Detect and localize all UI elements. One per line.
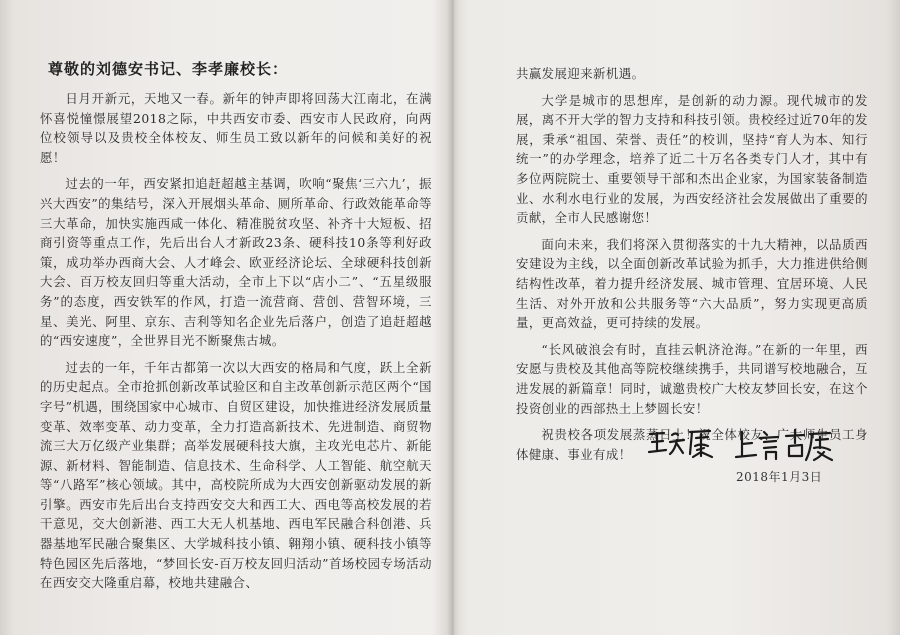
salutation: 尊敬的刘德安书记、李孝廉校长： [48, 60, 289, 78]
paragraph-university-role: 大学是城市的思想库，是创新的动力源。现代城市的发展，离不开大学的智力支持和科技引领。贵校经过近70年的发展，秉承“祖国、荣誉、责任”的校训，坚持“育人为本、知行统一”的办学理念，培养了近二十万名各类专门人才，其中有多位两院院士、重要领导干部和杰出企业家，为国家装备制造业、水利水电行业的发展，为西安经济社会发展做出了重要的贡献，全市人民感谢您！ [516, 92, 868, 226]
paragraph-invitation: “长风破浪会有时，直挂云帆济沧海。”在新的一年里，西安愿与贵校及其他高等院校继续携手，共同谱写校地融合，互进发展的新篇章！同时，诚邀贵校广大校友梦回长安，在这个投资创业的西部热土上梦圆长安！ [516, 341, 868, 416]
left-body [40, 89, 432, 593]
paragraph-future: 面向未来，我们将深入贯彻落实的十九大精神，以品质西安建设为主线，以全面创新改革试验为抓手，大力推进供给侧结构性改革，着力提升经济发展、城市管理、宜居环境、人民生活、对外开放和公共服务等“六大品质”，努力实现更高质量，更高效益，更可持续的发展。 [516, 236, 868, 331]
book-fold [447, 0, 459, 635]
handwritten-signature-2 [734, 426, 834, 464]
paragraph-new-start: 过去的一年，千年古都第一次以大西安的格局和气度，跃上全新的历史起点。全市抢抓创新改革试验区和自主改革创新示范区两个“国字号”机遇，围绕国家中心城市、自贸区建设，加快推进经济发展质量变革、效率变革、动力变革，全力打造高新技术、先进制造、商贸物流三大万亿级产业集群；高举发展硬科技大旗，主攻光电芯片、新能源、新材料、智能制造、信息技术、生命科学、人工智能、航空航天等“八路军”核心领域。其中，高校院所成为大西安创新驱动发展的新引擎。西安市先后出台支持西安交大和西工大、西电等高校发展的若干意见，交大创新港、西工大无人机基地、西电军民融合科创港、兵器基地军民融合聚集区、大学城科技小镇、翱翔小镇、硬科技小镇等特色园区先后落地，“梦回长安-百万校友回归活动”首场校园专场活动在西安交大隆重启幕，校地共建融合、 [40, 359, 433, 591]
paragraph-continuation: 共赢发展迎来新机遇。 [516, 66, 645, 81]
right-page [516, 0, 868, 464]
page-edge-shadow-left [0, 0, 14, 635]
letter-date: 2018年1月3日 [736, 470, 823, 484]
page-edge-shadow-right [886, 0, 900, 635]
paragraph-past-year: 过去的一年，西安紧扣追赶超越主基调，吹响“聚焦‘三六九’，振兴大西安”的集结号，深入开展烟头革命、厕所革命、行政效能革命等三大革命，加快实施西咸一体化、精准脱贫攻坚、补齐十大短板、招商引资等重点工作，先后出台人才新政23条、硬科技10条等利好政策，成功举办西商大会、人才峰会、欧亚经济论坛、全球硬科技创新大会、百万校友回归等重大活动，全市上下以“店小二”、“五星级服务”的态度，西安铁军的作风，打造一流营商、营创、营智环境，三星、美光、阿里、京东、吉利等知名企业先后落户，创造了追赶超越的“西安速度”，全世界目光不断聚焦古城。 [40, 176, 433, 349]
right-body [516, 64, 868, 464]
left-page [40, 0, 432, 593]
paragraph-greeting: 日月开新元，天地又一春。新年的钟声即将回荡大江南北，在满怀喜悦憧憬展望2018之际，中共西安市委、西安市人民政府，向两位校领导以及贵校全体校友、师生员工致以新年的问候和美好的祝愿！ [40, 91, 432, 165]
paragraph-wishes: 祝贵校各项发展蒸蒸日上！祝全体校友、广大师生员工身体健康、事业有成！ [516, 427, 868, 462]
handwritten-signature-1 [646, 426, 718, 460]
